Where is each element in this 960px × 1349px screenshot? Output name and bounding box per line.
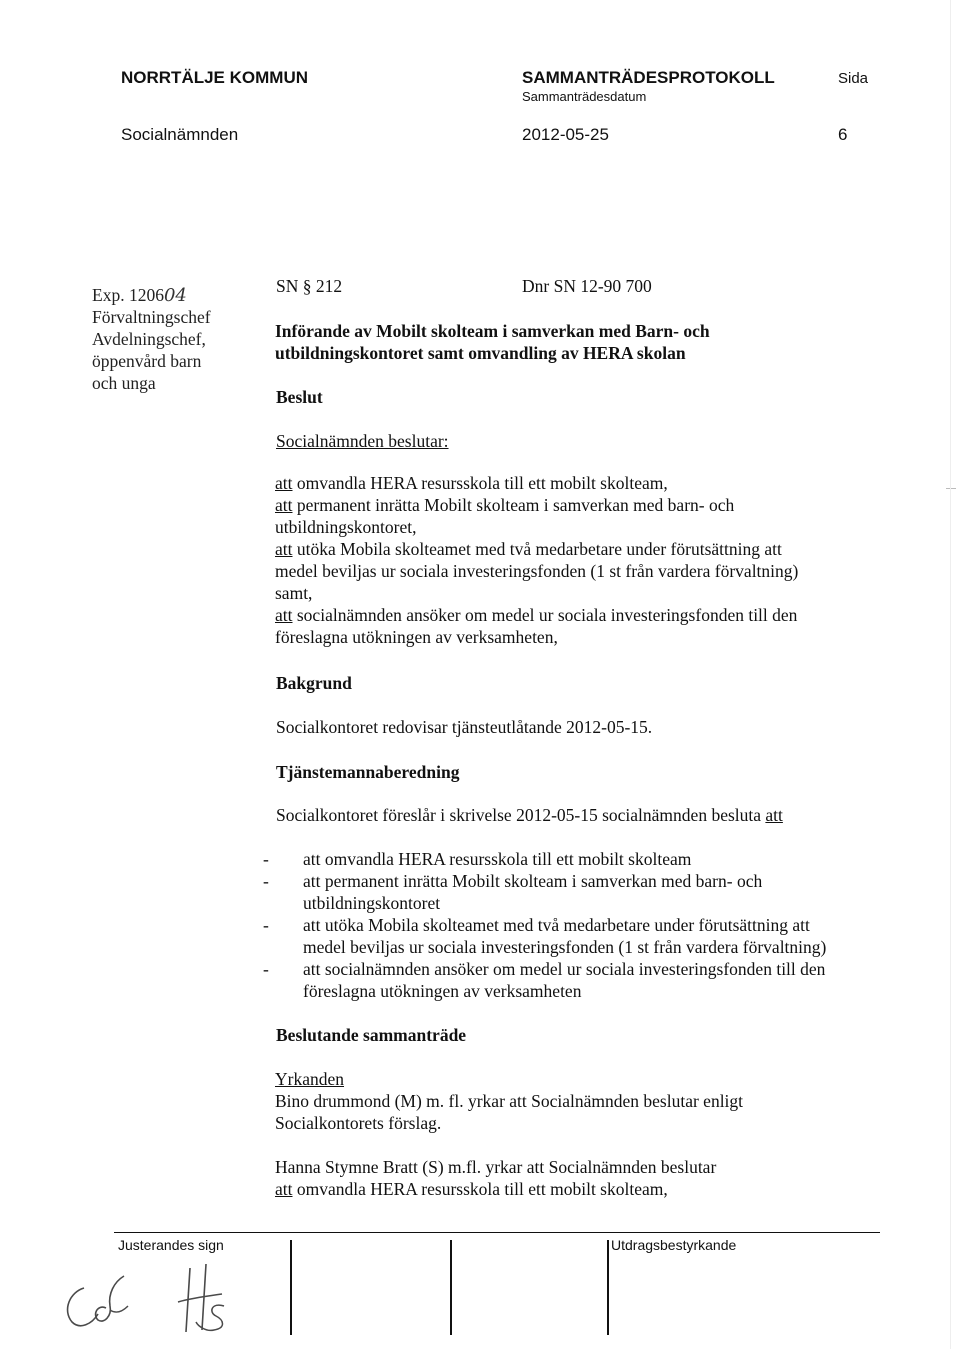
decision-text: socialnämnden ansöker om medel ur sociala investeringsfonden till den [292, 605, 798, 625]
preparation-text [276, 804, 783, 826]
proposal-list [263, 848, 903, 1002]
case-title-line: utbildningskontoret samt omvandling av HERA skolan [275, 343, 686, 363]
signature-initials-2 [168, 1262, 240, 1336]
case-title [275, 320, 895, 364]
motion-text: omvandla HERA resursskola till ett mobilt skolteam, [292, 1179, 668, 1199]
preparation-text-body: Socialkontoret föreslår i skrivelse 2012-05-15 socialnämnden besluta [276, 805, 766, 825]
org-name: NORRTÄLJE KOMMUN [121, 68, 308, 87]
sign-cell-divider [450, 1240, 452, 1335]
proposal-text: medel beviljas ur sociala investeringsfonden (1 st från vardera förvaltning) [303, 937, 827, 957]
motion-text: Socialkontorets förslag. [275, 1113, 442, 1133]
meeting-heading: Beslutande sammanträde [276, 1025, 467, 1045]
att-word: att [275, 495, 293, 515]
proposal-item [263, 914, 903, 958]
background-heading: Bakgrund [276, 673, 352, 693]
att-word: att [275, 539, 293, 559]
proposal-text: att permanent inrätta Mobilt skolteam i samverkan med barn- och [303, 871, 763, 891]
case-dnr: Dnr SN 12-90 700 [522, 276, 652, 296]
decision-text: samt, [275, 583, 313, 603]
footer-rule [114, 1232, 880, 1233]
preparation-heading: Tjänstemannaberedning [276, 762, 460, 782]
decision-item [275, 494, 895, 538]
distribution-line: och unga [92, 373, 156, 393]
committee-name: Socialnämnden [121, 125, 239, 144]
proposal-item [263, 958, 903, 1002]
motions-section [275, 1068, 895, 1134]
decision-text: föreslagna utökningen av verksamheten, [275, 627, 558, 647]
scan-artifact [946, 488, 956, 489]
att-word: att [275, 473, 293, 493]
decision-text: omvandla HERA resursskola till ett mobilt skolteam, [292, 473, 668, 493]
meeting-date-label: Sammanträdesdatum [522, 89, 647, 104]
case-title-line: Införande av Mobilt skolteam i samverkan med Barn- och [275, 321, 710, 341]
decision-text: medel beviljas ur sociala investeringsfonden (1 st från vardera förvaltning) [275, 561, 799, 581]
distribution-line: Förvaltningschef [92, 307, 211, 327]
dash-bullet: - [263, 871, 269, 891]
att-word: att [275, 605, 293, 625]
decision-heading: Beslut [276, 387, 323, 407]
proposal-item [263, 848, 903, 870]
proposal-text: att utöka Mobila skolteamet med två medarbetare under förutsättning att [303, 915, 810, 935]
motions-subheading: Yrkanden [275, 1069, 345, 1089]
att-word: att [765, 805, 783, 825]
decision-text: permanent inrätta Mobilt skolteam i samverkan med barn- och [292, 495, 735, 515]
proposal-text: att socialnämnden ansöker om medel ur sociala investeringsfonden till den [303, 959, 826, 979]
page-number: 6 [838, 125, 848, 144]
expedition-line [92, 284, 211, 306]
proposal-text: utbildningskontoret [303, 893, 441, 913]
background-text: Socialkontoret redovisar tjänsteutlåtande 2012-05-15. [276, 717, 653, 737]
decision-intro: Socialnämnden beslutar: [276, 431, 449, 451]
page-label: Sida [838, 70, 869, 87]
extract-label: Utdragsbestyrkande [611, 1237, 737, 1253]
distribution-note [92, 284, 211, 394]
proposal-item [263, 870, 903, 914]
sign-cell-divider [607, 1240, 609, 1335]
motion-text: Bino drummond (M) m. fl. yrkar att Socialnämnden beslutar enligt [275, 1091, 744, 1111]
proposal-text: föreslagna utökningen av verksamheten [303, 981, 582, 1001]
decision-text: utbildningskontoret, [275, 517, 417, 537]
decision-item [275, 472, 895, 494]
att-word: att [275, 1179, 293, 1199]
proposal-text: att omvandla HERA resursskola till ett mobilt skolteam [303, 849, 692, 869]
signature-initials-1 [58, 1270, 148, 1332]
decision-list [275, 472, 895, 648]
expedition-handwritten: 04 [163, 285, 187, 306]
sign-label: Justerandes sign [118, 1237, 224, 1253]
expedition-prefix: Exp. 1206 [92, 285, 164, 305]
document-type: SAMMANTRÄDESPROTOKOLL [522, 68, 775, 87]
decision-item [275, 538, 895, 604]
distribution-line: Avdelningschef, [92, 329, 206, 349]
dash-bullet: - [263, 849, 269, 869]
meeting-date: 2012-05-25 [522, 125, 609, 144]
distribution-line: öppenvård barn [92, 351, 202, 371]
dash-bullet: - [263, 915, 269, 935]
dash-bullet: - [263, 959, 269, 979]
motion-text: Hanna Stymne Bratt (S) m.fl. yrkar att Socialnämnden beslutar [275, 1157, 717, 1177]
decision-text: utöka Mobila skolteamet med två medarbetare under förutsättning att [292, 539, 782, 559]
scan-artifact [950, 0, 951, 1349]
motion-second [275, 1156, 895, 1200]
paragraph-number: SN § 212 [276, 276, 343, 296]
sign-cell-divider [290, 1240, 292, 1335]
decision-item [275, 604, 895, 648]
